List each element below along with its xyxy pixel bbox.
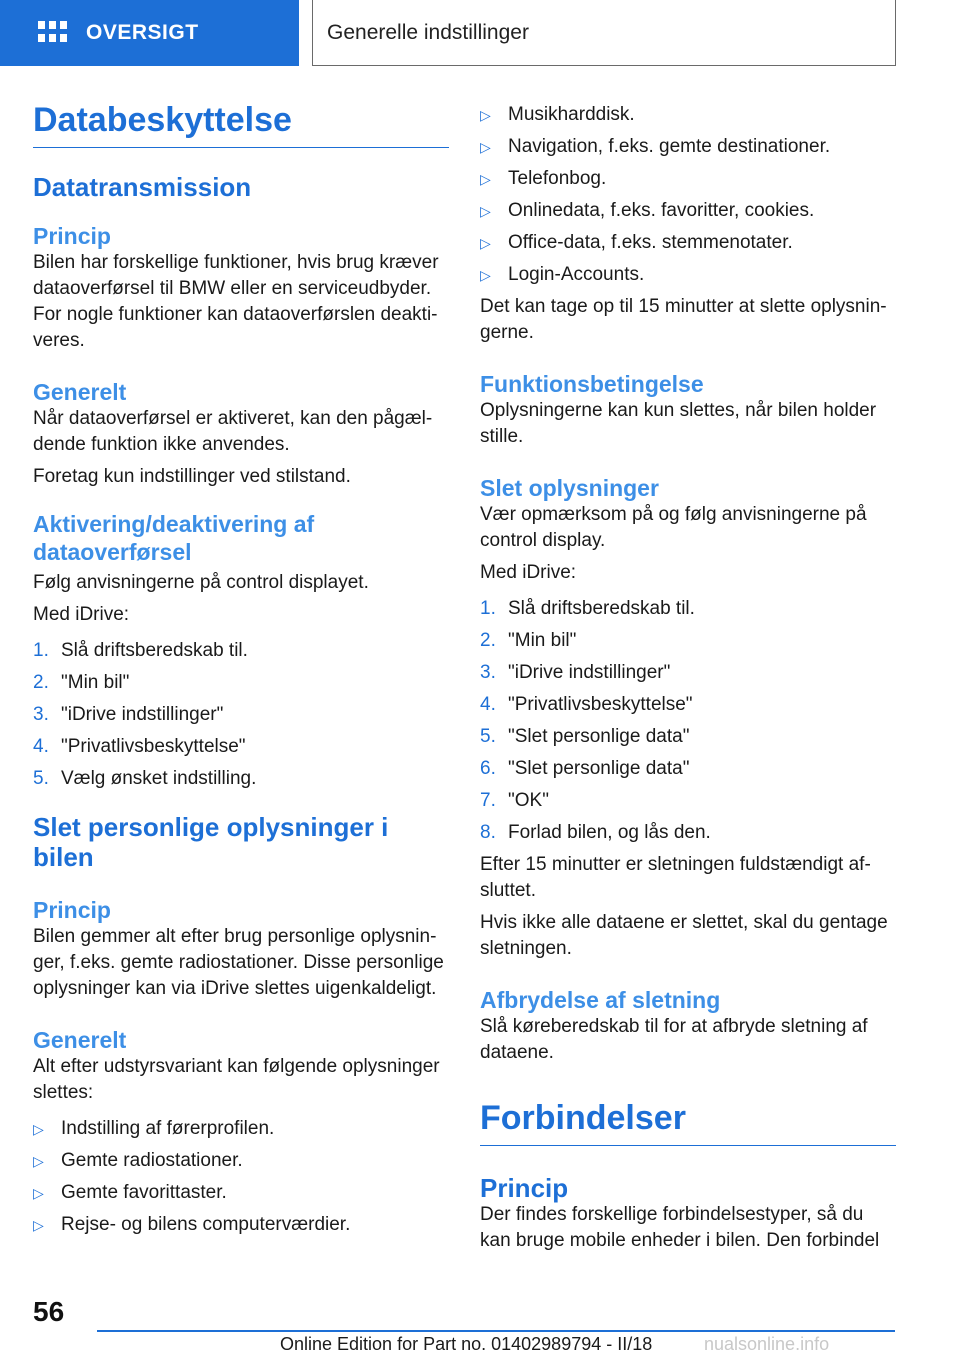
step-number: 8.: [480, 822, 496, 843]
triangle-right-icon: ▷: [33, 1217, 44, 1234]
triangle-right-icon: ▷: [480, 107, 491, 123]
step-number: 4.: [480, 694, 496, 715]
princip-1-text: Bilen har forskellige funktioner, hvis brug kræver dataoverførsel til BMW eller en serviceudbyder. For nogle funktioner kan dataoverførslen deaktiveres.: [33, 252, 439, 352]
step-number: 7.: [480, 790, 496, 811]
list-item: [480, 230, 896, 256]
step-text: "Min bil": [61, 672, 130, 694]
step-text: "OK": [508, 790, 549, 811]
top-navigation-bar: [0, 0, 960, 66]
bullet-text: Indstilling af førerprofilen.: [61, 1118, 275, 1140]
step-text: "Min bil": [508, 630, 577, 651]
bullet-text: Telefonbog.: [508, 168, 607, 189]
step-text: Forlad bilen, og lås den.: [508, 822, 711, 843]
list-item: [480, 724, 896, 750]
list-item: [33, 1212, 449, 1238]
list-item: [480, 756, 896, 782]
step-number: 3.: [480, 662, 496, 683]
triangle-right-icon: ▷: [480, 139, 491, 155]
step-text: "iDrive indstillinger": [508, 662, 671, 683]
princip-3-text: Der findes forskellige forbindelsestyper, så du kan bruge mobile enheder i bilen. Den forbindel: [480, 1204, 880, 1252]
afbryd-text: Slå køreberedskab til for at afbryde sletning af dataene.: [480, 1016, 868, 1063]
watermark-text: nualsonline.info: [704, 1334, 830, 1354]
step-text: "Privatlivsbeskyttelse": [508, 694, 693, 715]
heading-funktionsbetingelse: Funktionsbetingelse: [480, 371, 704, 397]
right-bullet-list: [480, 102, 896, 288]
triangle-right-icon: ▷: [480, 235, 491, 251]
page-number: 56: [33, 1296, 65, 1327]
forbindelser-rule: [480, 1145, 896, 1147]
overview-tab-label: OVERSIGT: [86, 21, 199, 44]
heading-datatransmission: Datatransmission: [33, 172, 252, 203]
bullet-text: Musikharddisk.: [508, 104, 635, 125]
generelt-1-paragraph-1: Når dataoverførsel er aktiveret, kan den pågældende funktion ikke anvendes.: [33, 408, 433, 456]
edition-text: Online Edition for Part no. 01402989794 - II/18: [280, 1334, 653, 1354]
bullet-text: Onlinedata, f.eks. favoritter, cookies.: [508, 200, 815, 221]
bullet-text: Rejse- og bilens computerværdier.: [61, 1214, 351, 1236]
list-item: [480, 820, 896, 846]
step-number: 6.: [480, 758, 496, 779]
heading-princip-1: Princip: [33, 223, 111, 250]
bullet-text: Gemte favorittaster.: [61, 1182, 227, 1204]
list-item: [480, 692, 896, 718]
title-rule: [33, 147, 449, 149]
step-number: 5.: [480, 726, 496, 747]
grid-icon: [38, 21, 66, 45]
after-paragraph-1: Efter 15 minutter er sletningen fuldstændigt afsluttet.: [480, 854, 871, 901]
list-item: [480, 102, 896, 128]
step-text: Slå driftsberedskab til.: [508, 598, 695, 619]
list-item: [33, 670, 449, 696]
list-item: [480, 660, 896, 686]
triangle-right-icon: ▷: [480, 203, 491, 219]
generelt-2-text: Alt efter udstyrsvariant kan følgende oplysninger slettes:: [33, 1056, 440, 1104]
list-item: [33, 638, 449, 664]
triangle-right-icon: ▷: [480, 267, 491, 283]
heading-aktivering: Aktivering/deaktivering af dataoverførsel: [33, 511, 315, 566]
list-item: [480, 628, 896, 654]
list-item: [480, 788, 896, 814]
after-paragraph-2: Hvis ikke alle dataene er slettet, skal du gentage sletningen.: [480, 912, 888, 959]
bullet-text: Navigation, f.eks. gemte destinationer.: [508, 136, 831, 157]
list-item: [33, 1180, 449, 1206]
step-number: 4.: [33, 736, 49, 758]
list-item: [33, 734, 449, 760]
triangle-right-icon: ▷: [33, 1121, 44, 1138]
step-text: "Slet personlige data": [508, 726, 690, 747]
heading-slet-personlige: Slet personlige oplysninger i bilen: [33, 812, 389, 873]
heading-princip-2: Princip: [33, 897, 111, 924]
list-item: [33, 766, 449, 792]
step-number: 1.: [33, 640, 49, 662]
funktion-text: Oplysningerne kan kun slettes, når bilen holder stille.: [480, 400, 877, 447]
triangle-right-icon: ▷: [33, 1185, 44, 1202]
heading-forbindelser: Forbindelser: [480, 1099, 686, 1137]
triangle-right-icon: ▷: [480, 171, 491, 187]
generelt-1-paragraph-2: Foretag kun indstillinger ved stilstand.: [33, 466, 351, 488]
slet-paragraph-1: Vær opmærksom på og følg anvisningerne på control display.: [480, 504, 867, 551]
left-column: [33, 96, 449, 1244]
section-title-tab[interactable]: [312, 0, 896, 66]
heading-generelt-2: Generelt: [33, 1027, 127, 1054]
bullet-text: Gemte radiostationer.: [61, 1150, 243, 1172]
slet-paragraph-2: Med iDrive:: [480, 562, 577, 583]
heading-princip-3: Princip: [480, 1173, 569, 1204]
list-item: [480, 134, 896, 160]
step-number: 5.: [33, 768, 49, 790]
step-text: Slå driftsberedskab til.: [61, 640, 248, 662]
aktivering-paragraph-2: Med iDrive:: [33, 604, 130, 626]
step-number: 2.: [480, 630, 496, 651]
right-column: [480, 96, 896, 1254]
step-text: "Slet personlige data": [508, 758, 690, 779]
list-item: [33, 1148, 449, 1174]
aktivering-steps: [33, 638, 449, 792]
bullet-text: Login-Accounts.: [508, 264, 645, 285]
bullet-text: Office-data, f.eks. stemmenotater.: [508, 232, 793, 253]
left-bullet-list: [33, 1116, 449, 1238]
heading-generelt-1: Generelt: [33, 379, 127, 406]
step-text: "iDrive indstillinger": [61, 704, 224, 726]
delete-time-text: Det kan tage op til 15 minutter at slette oplysningerne.: [480, 296, 887, 343]
list-item: [480, 262, 896, 288]
list-item: [33, 702, 449, 728]
aktivering-paragraph-1: Følg anvisningerne på control displayet.: [33, 572, 369, 594]
step-number: 2.: [33, 672, 49, 694]
section-title: Generelle indstillinger: [327, 20, 529, 44]
list-item: [33, 1116, 449, 1142]
step-number: 1.: [480, 598, 496, 619]
heading-slet-oplysninger: Slet oplysninger: [480, 475, 659, 501]
page-title: Databeskyttelse: [33, 101, 292, 139]
step-text: Vælg ønsket indstilling.: [61, 768, 257, 790]
list-item: [480, 166, 896, 192]
overview-tab[interactable]: [0, 0, 299, 66]
step-text: "Privatlivsbeskyttelse": [61, 736, 246, 758]
step-number: 3.: [33, 704, 49, 726]
slet-steps: [480, 596, 896, 846]
heading-afbrydelse: Afbrydelse af sletning: [480, 987, 721, 1013]
triangle-right-icon: ▷: [33, 1153, 44, 1170]
princip-2-text: Bilen gemmer alt efter brug personlige oplysninger, f.eks. gemte radiostationer. Disse personlige oplysninger kan via iDrive slettes uigenkaldeligt.: [33, 926, 444, 1000]
list-item: [480, 596, 896, 622]
footer-rule: [97, 1330, 895, 1332]
list-item: [480, 198, 896, 224]
